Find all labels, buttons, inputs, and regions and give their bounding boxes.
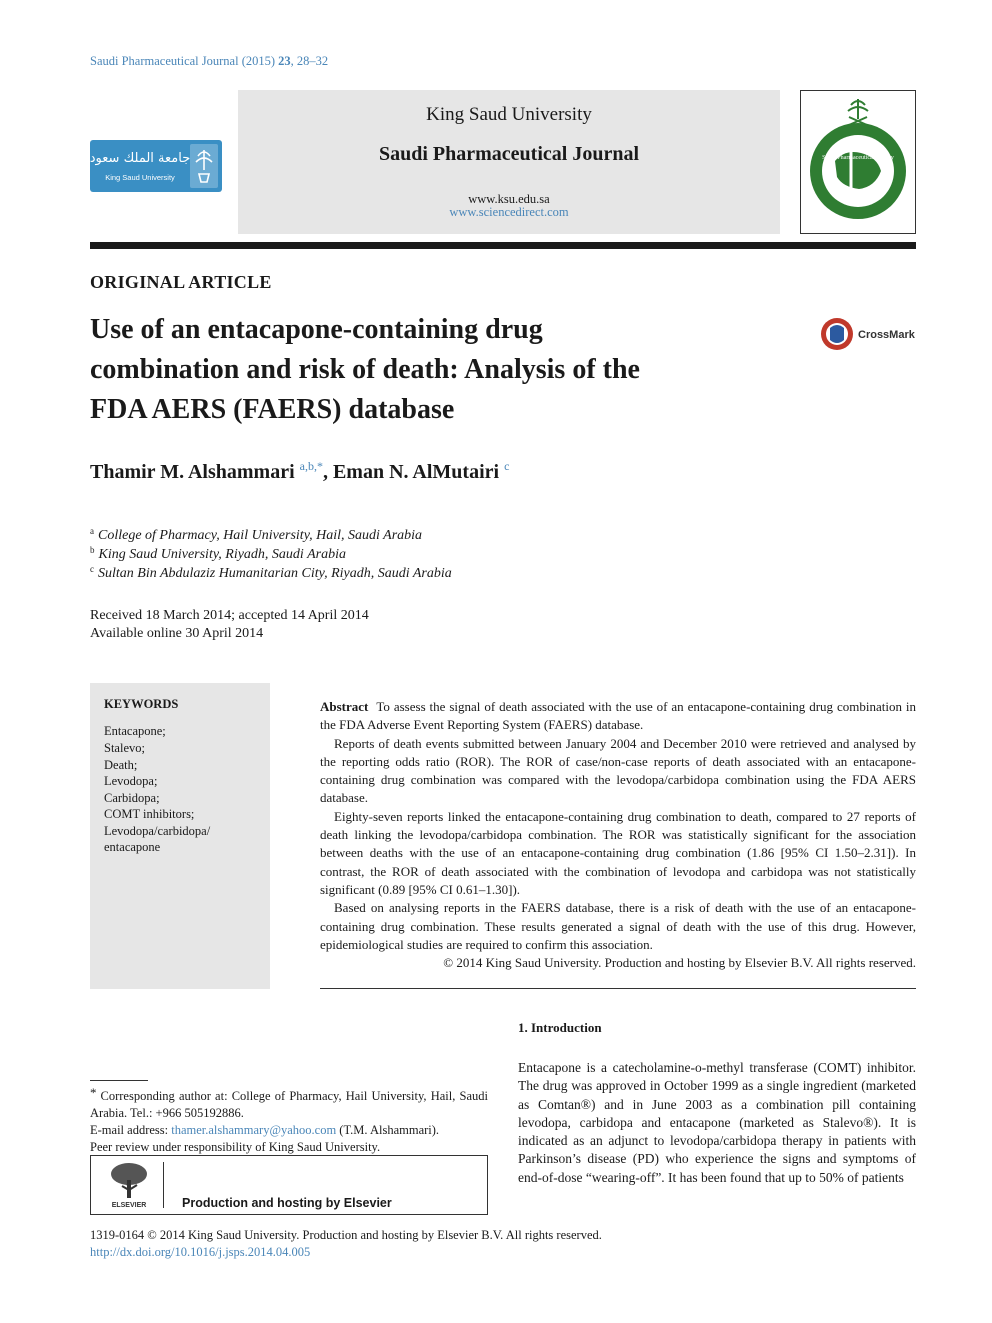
sciencedirect-url[interactable]: www.sciencedirect.com: [449, 205, 569, 219]
ksu-logo: [90, 140, 222, 192]
abstract-paragraph-4: Based on analysing reports in the FAERS database, there is a risk of death with the use of an entacapone-containing drug combination. These results generated a signal of death with the use of this drug. However, epidemiological studies are required to confirm this association.: [320, 900, 916, 952]
email-link[interactable]: thamer.alshammary@yahoo.com: [171, 1123, 337, 1137]
author-separator: ,: [322, 461, 333, 483]
received-date: Received 18 March 2014; accepted 14 April 2014: [90, 608, 369, 623]
footnote: [90, 1084, 488, 1156]
abstract-paragraph-2: Reports of death events submitted between January 2004 and December 2010 were retrieved and analysed by the reporting odds ratio (ROR). The ROR of case/non-case reports of death associated with an entacapone-containing drug combination was compared with the levodopa/carbidopa combination using the FDA AERS database.: [320, 735, 916, 806]
elsevier-text: Production and hosting by Elsevier: [182, 1196, 392, 1210]
email-label: E-mail address:: [90, 1123, 169, 1137]
abstract-rule: [320, 988, 916, 989]
journal-ref-pages: , 28–32: [290, 54, 329, 68]
elsevier-logo: [104, 1160, 154, 1210]
keyword-item: Carbidopa;: [104, 791, 160, 805]
crossmark-button[interactable]: [820, 316, 920, 352]
affiliation-a: [90, 526, 422, 544]
keyword-item: Death;: [104, 758, 138, 772]
available-date: Available online 30 April 2014: [90, 626, 264, 641]
author-name-1[interactable]: Thamir M. Alshammari: [90, 461, 295, 483]
footnote-rule: [90, 1080, 148, 1081]
email-owner: (T.M. Alshammari).: [339, 1123, 440, 1137]
affiliation-mark-b: b: [90, 545, 95, 555]
doi-link[interactable]: http://dx.doi.org/10.1016/j.jsps.2014.04.005: [90, 1245, 311, 1259]
issn-line: 1319-0164 © 2014 King Saud University. Production and hosting by Elsevier B.V. All rights reserved.: [90, 1228, 602, 1242]
abstract-label: Abstract: [320, 699, 369, 714]
corresponding-text: Corresponding author at: College of Pharmacy, Hail University, Hail, Saudi Arabia. Tel.: +966 505192886.: [90, 1089, 488, 1120]
keyword-item: Stalevo;: [104, 741, 145, 755]
keyword-item: Levodopa;: [104, 774, 158, 788]
society-seal-box: [800, 90, 916, 234]
seal-text: Saudi Pharmaceutical Society: [822, 155, 894, 161]
university-name: King Saud University: [426, 104, 592, 125]
crossmark-label: CrossMark: [858, 329, 915, 341]
abstract-paragraph-1: [320, 698, 916, 735]
affiliation-text-c: Sultan Bin Abdulaziz Humanitarian City, Riyadh, Saudi Arabia: [98, 566, 452, 581]
affiliation-mark-c: c: [90, 564, 94, 574]
keyword-item: entacapone: [104, 840, 161, 854]
crossmark-icon: [820, 316, 920, 352]
abstract-text-1: To assess the signal of death associated with the use of an entacapone-containing drug combination in the FDA Adverse Event Reporting System (FAERS) database.: [320, 699, 916, 733]
corresponding-author-note: [90, 1084, 488, 1122]
email-line: [90, 1122, 488, 1139]
keywords-title: KEYWORDS: [104, 697, 179, 711]
footnote-star: *: [90, 1085, 97, 1100]
abstract-paragraph-3: Eighty-seven reports linked the entacapone-containing drug combination to death, compared to 27 reports of death linking the levodopa/carbidopa combination. The ROR was statistically significant for the association between deaths with the use of an entacapone-containing drug combination (1.86 [95% CI 1.50–2.31]). In contrast, the ROR of death associated with the combination of levodopa and carbidopa was not statistically significant (0.89 [95% CI 0.61–1.30]).: [320, 808, 916, 897]
affiliation-b: [90, 545, 346, 563]
ksu-logo-english: King Saud University: [105, 173, 175, 182]
elsevier-divider: [163, 1162, 164, 1208]
article-title: Use of an entacapone-containing drug combination and risk of death: Analysis of the FDA AERS (FAERS) database: [90, 314, 640, 425]
article-type: ORIGINAL ARTICLE: [90, 272, 272, 292]
author-list: [90, 459, 509, 484]
elsevier-tree-icon: [104, 1160, 154, 1210]
abstract-copyright: © 2014 King Saud University. Production and hosting by Elsevier B.V. All rights reserved.: [443, 955, 916, 971]
keyword-item: Entacapone;: [104, 724, 166, 738]
journal-ref-prefix: Saudi Pharmaceutical Journal (2015): [90, 54, 276, 68]
ksu-logo-graphic: [90, 140, 222, 192]
society-seal-icon: [801, 91, 915, 233]
abstract: [320, 698, 916, 972]
introduction-text: Entacapone is a catecholamine-o-methyl transferase (COMT) inhibitor. The drug was approved in October 1999 as a single ingredient (marketed as Comtan®) and in June 2003 as a combination pill containing levodopa, carbidopa and entacapone (marketed as Stalevo®). It is indicated as an adjunct to levodopa/carbidopa therapy in patients with Parkinson’s disease (PD) who experience the signs and symptoms of end-of-dose “wearing-off”. It has been found that up to 50% of patients: [518, 1060, 916, 1185]
author-sup-2[interactable]: c: [504, 459, 510, 473]
ksu-logo-arabic: جامعة الملك سعود: [90, 151, 191, 166]
keyword-item: Levodopa/carbidopa/: [104, 824, 211, 838]
author-sup-1[interactable]: a,b,*: [299, 459, 323, 473]
journal-name: Saudi Pharmaceutical Journal: [378, 143, 639, 165]
journal-reference[interactable]: [90, 54, 328, 69]
journal-ref-volume: 23: [278, 54, 291, 68]
elsevier-logo-label: ELSEVIER: [111, 1202, 147, 1209]
affiliation-text-b: King Saud University, Riyadh, Saudi Arabia: [98, 547, 346, 562]
ksu-url[interactable]: www.ksu.edu.sa: [468, 192, 550, 206]
peer-review-note: Peer review under responsibility of King Saud University.: [90, 1140, 381, 1154]
header-rule: [90, 242, 916, 249]
affiliation-c: [90, 564, 452, 582]
affiliation-mark-a: a: [90, 526, 94, 536]
affiliation-text-a: College of Pharmacy, Hail University, Hail, Saudi Arabia: [98, 528, 423, 543]
author-name-2[interactable]: Eman N. AlMutairi: [332, 461, 500, 483]
section-heading-introduction: 1. Introduction: [518, 1020, 602, 1035]
keyword-item: COMT inhibitors;: [104, 807, 195, 821]
